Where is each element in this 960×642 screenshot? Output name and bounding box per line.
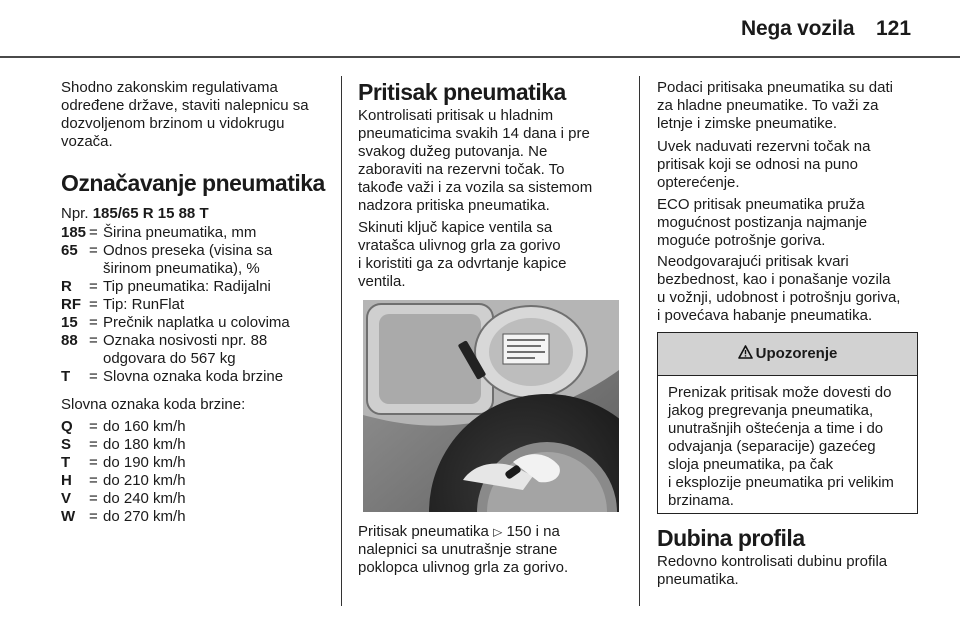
intro-paragraph: Shodno zakonskim regulativama određene države, staviti nalepnicu sa dozvoljenom brzinom u vidokrugu vozača. — [61, 79, 309, 150]
definition-row: 185 = Širina pneumatika, mm — [61, 224, 257, 241]
page-header — [0, 0, 960, 60]
section-heading-tread-depth: Dubina profila — [657, 525, 805, 551]
paragraph: Uvek naduvati rezervni točak na pritisak koji se odnosi na puno opterećenje. — [657, 138, 871, 191]
definition-row: RF = Tip: RunFlat — [61, 296, 185, 313]
paragraph: Neodgovarajući pritisak kvari bezbednost, kao i ponašanje vozila u vožnji, udobnost i potrošnju goriva, i povećava habanje pneumatika. — [657, 253, 901, 324]
speed-row: W = do 270 km/h — [61, 508, 186, 525]
header-rule — [0, 56, 960, 58]
photo-caption: Pritisak pneumatika ▷ 150 i na nalepnici sa unutrašnje strane poklopca ulivnog grla za gorivo. — [358, 523, 569, 576]
warning-triangle-icon — [738, 345, 753, 364]
warning-header — [658, 333, 917, 376]
warning-title: Upozorenje — [755, 345, 838, 362]
definition-row: 88 = Oznaka nosivosti npr. 88 odgovara do 567 kg — [61, 332, 268, 367]
column-divider-right — [639, 76, 640, 606]
paragraph: Podaci pritisaka pneumatika su dati za hladne pneumatike. To važi za letnje i zimske pneumatike. — [657, 79, 893, 132]
speed-code-list — [61, 418, 261, 526]
speed-row: Q = do 160 km/h — [61, 418, 186, 435]
column-divider-left — [341, 76, 342, 606]
warning-box — [657, 332, 918, 514]
paragraph: Kontrolisati pritisak u hladnim pneumaticima svakih 14 dana i pre svakog dužeg putovanja. Ne zaboraviti na rezervni točak. To takođe važi i za vozila sa sistemom nadzora pritiska pneumatika. — [358, 107, 593, 214]
section-heading-tire-marking: Označavanje pneumatika — [61, 170, 325, 196]
example-line: Npr. 185/65 R 15 88 T — [61, 205, 209, 222]
page-reference-icon: ▷ — [493, 525, 503, 539]
tire-code-definitions — [61, 224, 331, 386]
fuel-flap-tire-photo — [363, 300, 619, 512]
warning-text: Prenizak pritisak može dovesti do jakog pregrevanja pneumatika, unutrašnjih oštećenja a time i do odvajanja (separacije) gazećeg sloja pneumatika, pa čak i eksplozije pneumatika pri velikim brzinama. — [668, 384, 894, 509]
definition-row: 15 = Prečnik naplatka u colovima — [61, 314, 290, 331]
speed-row: H = do 210 km/h — [61, 472, 186, 489]
speed-row: S = do 180 km/h — [61, 436, 186, 453]
example-code: 185/65 R 15 88 T — [92, 205, 209, 222]
section-heading-tire-pressure: Pritisak pneumatika — [358, 79, 566, 105]
paragraph: ECO pritisak pneumatika pruža mogućnost postizanja najmanje moguće potrošnje goriva. — [657, 196, 868, 249]
definition-row: 65 = Odnos preseka (visina sa širinom pneumatika), % — [61, 242, 273, 277]
speed-row: T = do 190 km/h — [61, 454, 186, 471]
speed-code-heading: Slovna oznaka koda brzine: — [61, 396, 246, 413]
page-title: Nega vozila — [741, 17, 855, 40]
paragraph: Skinuti ključ kapice ventila sa vratašca ulivnog grla za gorivo i koristiti ga za odvrtanje kapice ventila. — [358, 219, 567, 290]
photo-illustration — [363, 300, 619, 512]
definition-row: R = Tip pneumatika: Radijalni — [61, 278, 271, 295]
speed-row: V = do 240 km/h — [61, 490, 186, 507]
page-number: 121 — [876, 17, 912, 40]
definition-row: T = Slovna oznaka koda brzine — [61, 368, 284, 385]
paragraph: Redovno kontrolisati dubinu profila pneumatika. — [657, 553, 888, 588]
